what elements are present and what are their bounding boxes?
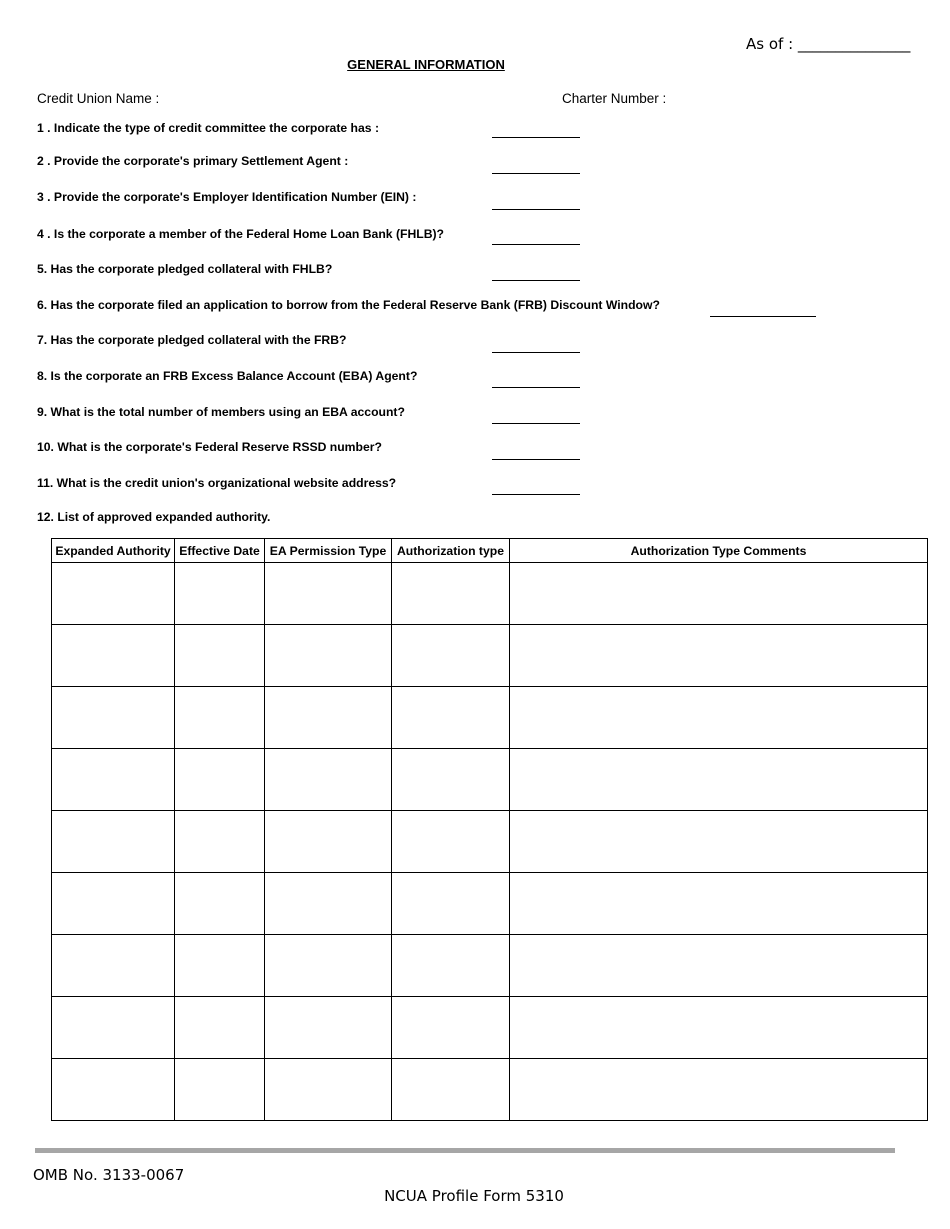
table-cell[interactable] — [265, 563, 392, 625]
table-row — [52, 625, 928, 687]
credit-union-name-label: Credit Union Name : — [37, 91, 160, 106]
table-cell[interactable] — [510, 625, 928, 687]
table-cell[interactable] — [52, 625, 175, 687]
answer-line-7[interactable] — [492, 352, 580, 353]
table-row — [52, 935, 928, 997]
table-cell[interactable] — [392, 935, 510, 997]
column-header-ea-permission-type: EA Permission Type — [265, 539, 392, 563]
answer-line-8[interactable] — [492, 387, 580, 388]
question-10: 10. What is the corporate's Federal Reserve RSSD number? — [37, 440, 382, 454]
footer-divider — [35, 1148, 895, 1153]
expanded-authority-table — [51, 538, 928, 1121]
table-cell[interactable] — [510, 749, 928, 811]
omb-number: OMB No. 3133-0067 — [33, 1166, 185, 1184]
table-cell[interactable] — [175, 811, 265, 873]
question-3: 3 . Provide the corporate's Employer Identification Number (EIN) : — [37, 190, 417, 204]
question-1: 1 . Indicate the type of credit committee the corporate has : — [37, 121, 380, 135]
table-row — [52, 873, 928, 935]
table-header-row — [52, 539, 928, 563]
table-cell[interactable] — [265, 749, 392, 811]
table-row — [52, 687, 928, 749]
table-row — [52, 811, 928, 873]
answer-line-2[interactable] — [492, 173, 580, 174]
table-cell[interactable] — [52, 935, 175, 997]
page-title: GENERAL INFORMATION — [347, 57, 505, 72]
table-cell[interactable] — [392, 687, 510, 749]
table-cell[interactable] — [510, 997, 928, 1059]
answer-line-1[interactable] — [492, 137, 580, 138]
table-row — [52, 749, 928, 811]
table-cell[interactable] — [265, 997, 392, 1059]
answer-line-10[interactable] — [492, 459, 580, 460]
question-5: 5. Has the corporate pledged collateral with FHLB? — [37, 262, 333, 276]
table-cell[interactable] — [175, 1059, 265, 1121]
question-4: 4 . Is the corporate a member of the Federal Home Loan Bank (FHLB)? — [37, 227, 445, 241]
table-cell[interactable] — [52, 997, 175, 1059]
table-cell[interactable] — [265, 687, 392, 749]
column-header-expanded-authority: Expanded Authority — [52, 539, 175, 563]
table-cell[interactable] — [175, 997, 265, 1059]
table-cell[interactable] — [265, 1059, 392, 1121]
answer-line-9[interactable] — [492, 423, 580, 424]
question-2: 2 . Provide the corporate's primary Settlement Agent : — [37, 154, 349, 168]
question-11: 11. What is the credit union's organizational website address? — [37, 476, 397, 490]
as-of-date-label: As of : _______________ — [746, 35, 911, 53]
table-cell[interactable] — [52, 749, 175, 811]
question-7: 7. Has the corporate pledged collateral with the FRB? — [37, 333, 347, 347]
column-header-authorization-type-comments: Authorization Type Comments — [510, 539, 928, 563]
table-cell[interactable] — [52, 1059, 175, 1121]
table-cell[interactable] — [52, 563, 175, 625]
table-cell[interactable] — [510, 1059, 928, 1121]
table-cell[interactable] — [392, 749, 510, 811]
answer-line-3[interactable] — [492, 209, 580, 210]
question-12: 12. List of approved expanded authority. — [37, 510, 271, 524]
table-cell[interactable] — [175, 873, 265, 935]
table-cell[interactable] — [510, 563, 928, 625]
table-cell[interactable] — [392, 873, 510, 935]
table-cell[interactable] — [175, 749, 265, 811]
table-cell[interactable] — [175, 625, 265, 687]
table-cell[interactable] — [52, 811, 175, 873]
table-cell[interactable] — [392, 625, 510, 687]
charter-number-label: Charter Number : — [562, 91, 667, 106]
table-cell[interactable] — [392, 563, 510, 625]
table-cell[interactable] — [265, 625, 392, 687]
table-row — [52, 563, 928, 625]
table-cell[interactable] — [265, 873, 392, 935]
question-8: 8. Is the corporate an FRB Excess Balance Account (EBA) Agent? — [37, 369, 418, 383]
answer-line-5[interactable] — [492, 280, 580, 281]
form-name: NCUA Profile Form 5310 — [384, 1187, 564, 1205]
table-cell[interactable] — [175, 687, 265, 749]
answer-line-11[interactable] — [492, 494, 580, 495]
answer-line-4[interactable] — [492, 244, 580, 245]
table-cell[interactable] — [392, 811, 510, 873]
column-header-authorization-type: Authorization type — [392, 539, 510, 563]
table-cell[interactable] — [175, 935, 265, 997]
table-cell[interactable] — [52, 873, 175, 935]
table-row — [52, 1059, 928, 1121]
table-cell[interactable] — [175, 563, 265, 625]
table-cell[interactable] — [510, 935, 928, 997]
table-cell[interactable] — [392, 1059, 510, 1121]
table-cell[interactable] — [392, 997, 510, 1059]
table-cell[interactable] — [265, 935, 392, 997]
table-cell[interactable] — [265, 811, 392, 873]
table-cell[interactable] — [510, 687, 928, 749]
column-header-effective-date: Effective Date — [175, 539, 265, 563]
table-cell[interactable] — [510, 873, 928, 935]
question-9: 9. What is the total number of members using an EBA account? — [37, 405, 405, 419]
table-cell[interactable] — [52, 687, 175, 749]
table-row — [52, 997, 928, 1059]
question-6: 6. Has the corporate filed an application to borrow from the Federal Reserve Bank (FRB) Discount Window? — [37, 298, 660, 312]
table-cell[interactable] — [510, 811, 928, 873]
answer-line-6[interactable] — [710, 316, 816, 317]
